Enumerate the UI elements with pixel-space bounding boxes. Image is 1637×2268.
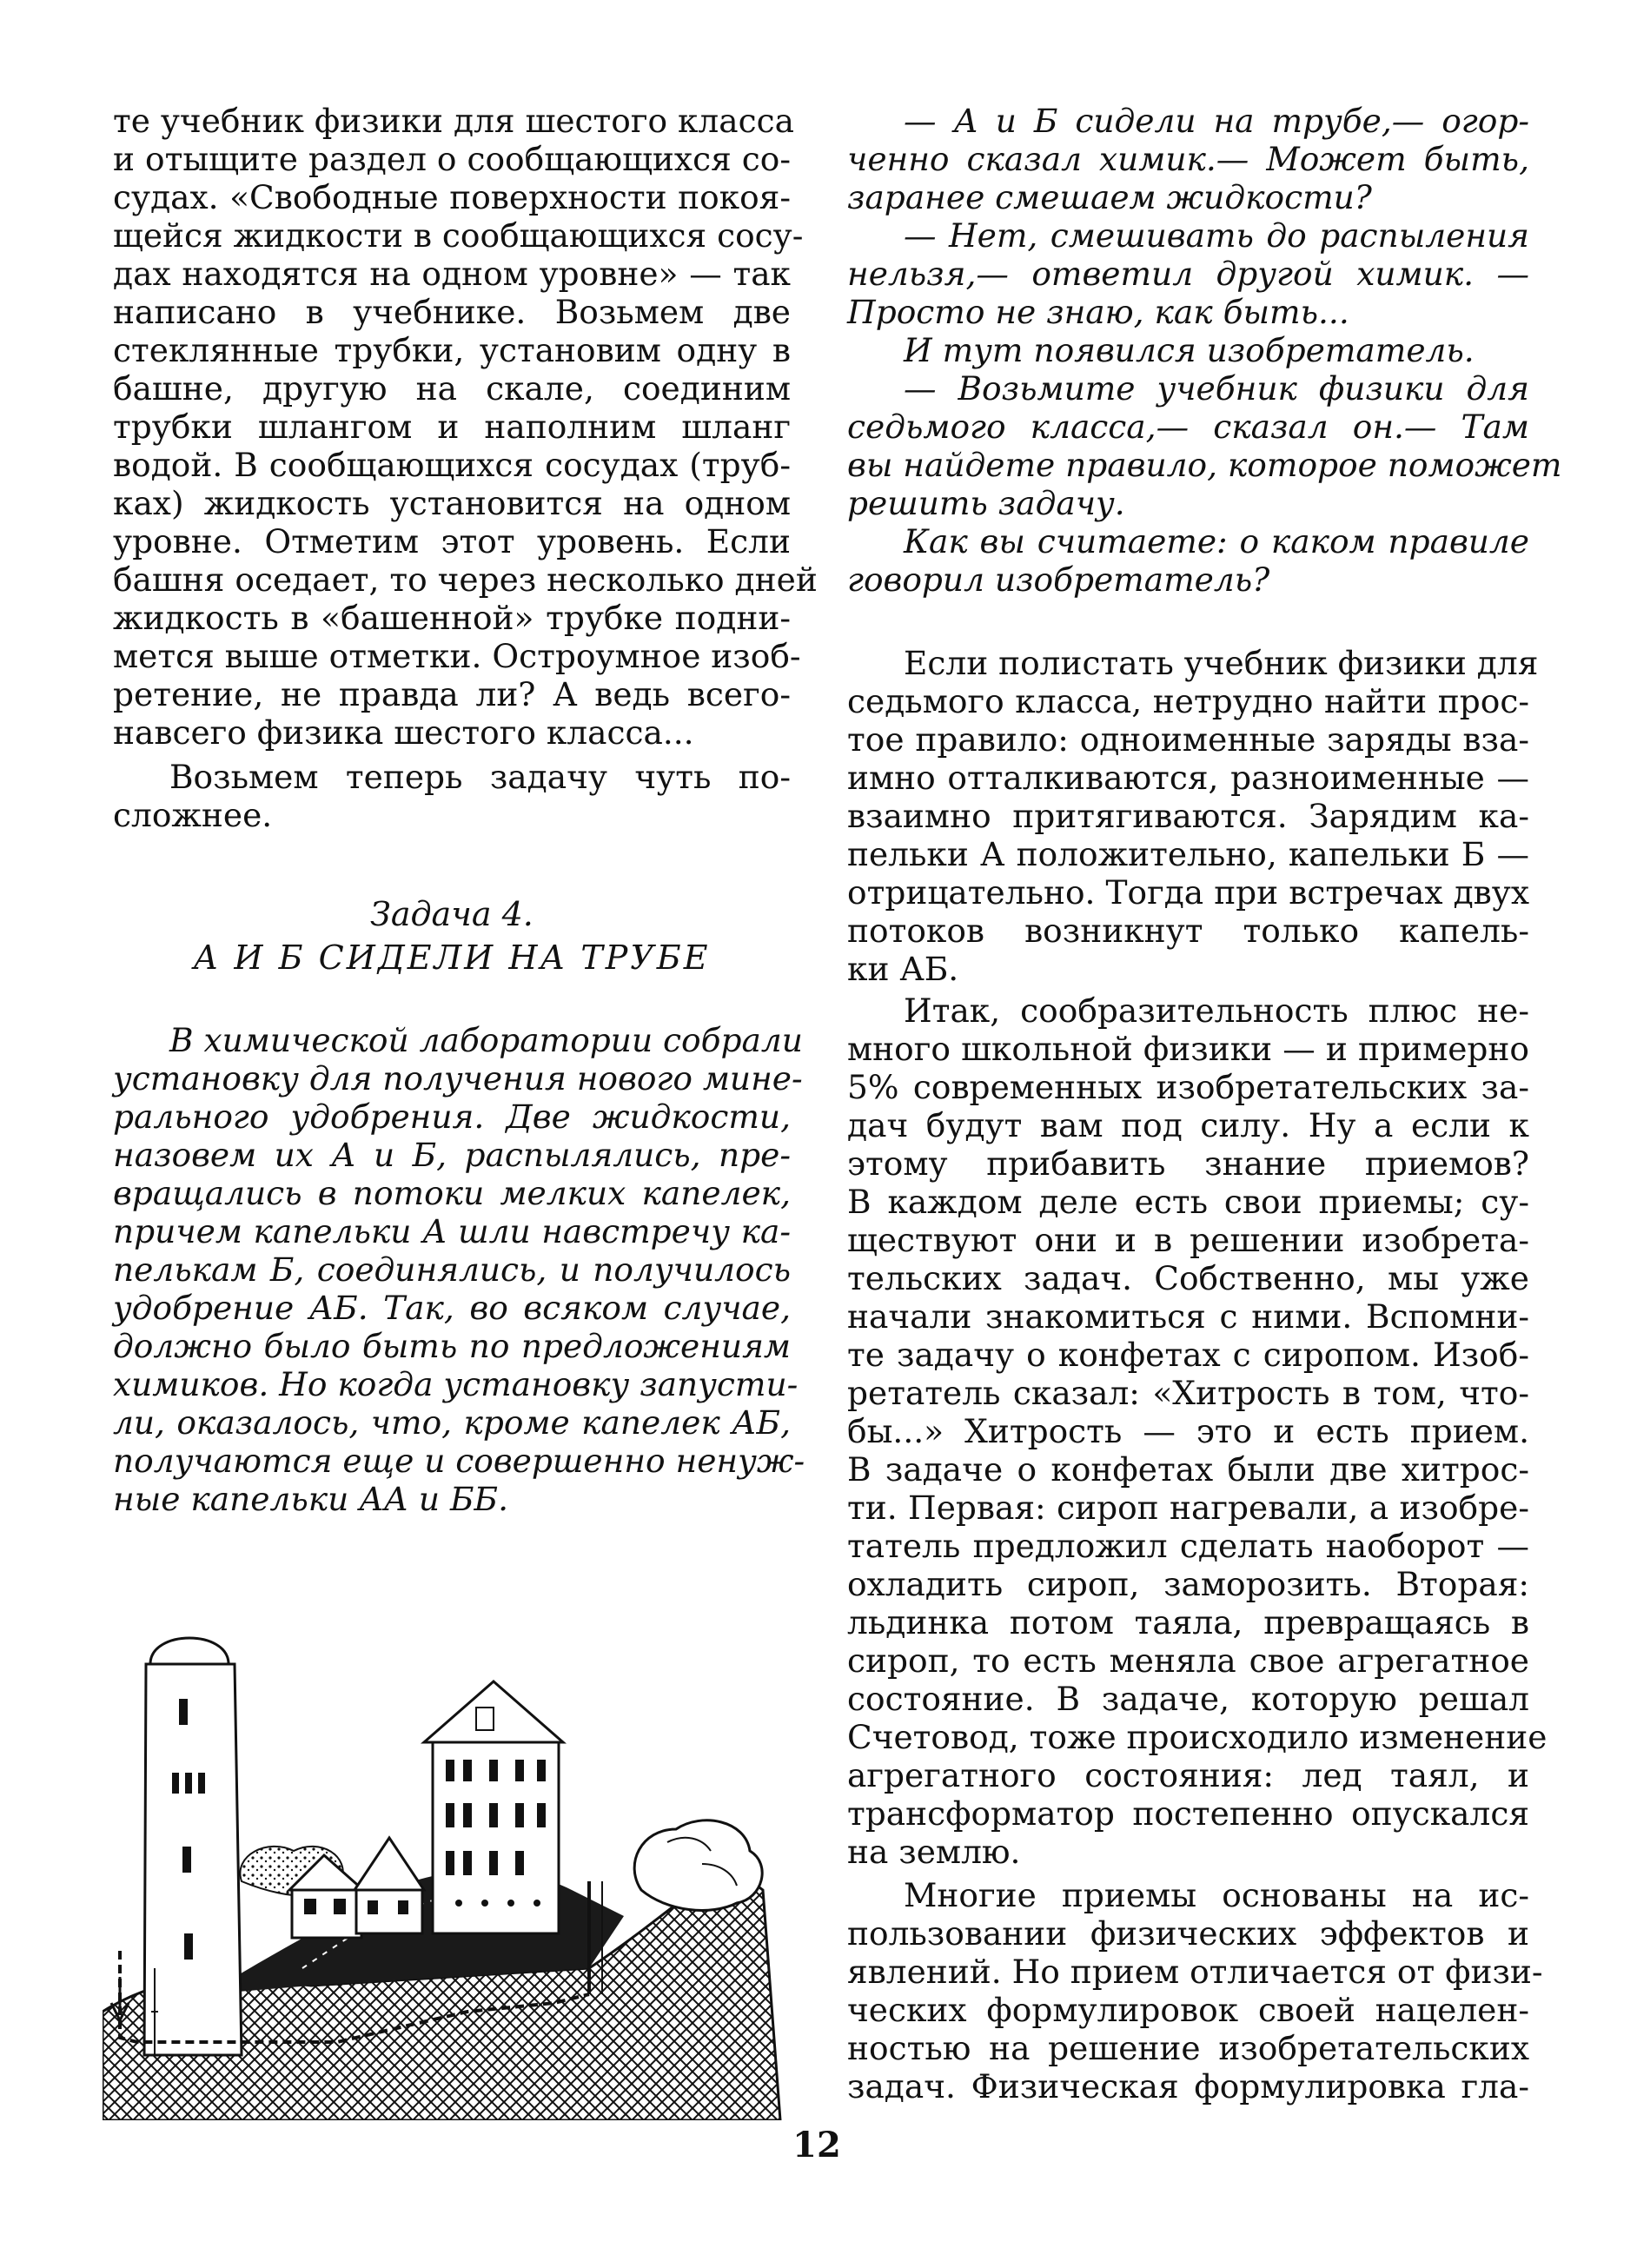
task-text-line: причем капельки А шли навстречу ка-	[113, 1212, 791, 1250]
text-line: сироп, то есть меняла свое агрегатное	[847, 1641, 1529, 1680]
task-heading: Задача 4.	[370, 895, 534, 933]
tower-and-house-illustration	[103, 1603, 789, 2120]
text-line: явлений. Но прием отличается от физи-	[847, 1953, 1543, 1991]
task-text-line: ли, оказалось, что, кроме капелек АБ,	[113, 1403, 791, 1442]
text-line: седьмого класса, нетрудно найти прос-	[847, 682, 1529, 720]
text-line: ки АБ.	[847, 950, 959, 988]
text-line: 5% современных изобретательских за-	[847, 1068, 1529, 1106]
text-line: ческих формулировок своей нацелен-	[847, 1991, 1529, 2029]
text-line: начали знакомиться с ними. Вспомни-	[847, 1297, 1529, 1336]
text-line: написано в учебнике. Возьмем две	[113, 293, 791, 331]
text-line: Счетовод, тоже происходило изменение	[847, 1718, 1548, 1756]
text-line: тельских задач. Собственно, мы уже	[847, 1259, 1529, 1297]
dialogue-line: ченно сказал химик.— Может быть,	[847, 140, 1529, 178]
text-line: охладить сироп, заморозить. Вторая:	[847, 1565, 1529, 1603]
task-text-line: пелькам Б, соединялись, и получилось	[113, 1250, 791, 1289]
text-line: потоков возникнут только капель-	[847, 912, 1529, 950]
task-title: А И Б СИДЕЛИ НА ТРУБЕ	[193, 938, 711, 977]
text-line: сложнее.	[113, 796, 273, 834]
dialogue-line: решить задачу.	[847, 484, 1125, 522]
text-line: трубки шлангом и наполним шланг	[113, 408, 791, 446]
task-text-line: установку для получения нового мине-	[113, 1059, 803, 1098]
text-line: пользовании физических эффектов и	[847, 1914, 1529, 1953]
text-line: мется выше отметки. Остроумное изоб-	[113, 637, 801, 675]
dialogue-line: седьмого класса,— сказал он.— Там	[847, 408, 1529, 446]
dialogue-line: — А и Б сидели на трубе,— огор-	[904, 102, 1529, 140]
task-text-line: химиков. Но когда установку запусти-	[113, 1365, 799, 1403]
text-line: жидкость в «башенной» трубке подни-	[113, 599, 791, 637]
text-line: Если полистать учебник физики для	[904, 644, 1539, 682]
dialogue-line: И тут появился изобретатель.	[904, 331, 1475, 369]
text-line: Многие приемы основаны на ис-	[904, 1876, 1529, 1914]
task-text-line: ные капельки АА и ББ.	[113, 1480, 509, 1518]
text-line: льдинка потом таяла, превращаясь в	[847, 1603, 1529, 1641]
text-line: уровне. Отметим этот уровень. Если	[113, 522, 791, 560]
text-line: пельки А положительно, капельки Б —	[847, 835, 1529, 873]
text-line: имно отталкиваются, разноименные —	[847, 759, 1529, 797]
text-line: бы...» Хитрость — это и есть прием.	[847, 1412, 1529, 1450]
text-line: В задаче о конфетах были две хитрос-	[847, 1450, 1529, 1489]
dialogue-line: заранее смешаем жидкости?	[847, 178, 1372, 216]
text-line: ти. Первая: сироп нагревали, а изобре-	[847, 1489, 1529, 1527]
text-line: взаимно притягиваются. Зарядим ка-	[847, 797, 1529, 835]
task-text-line: вращались в потоки мелких капелек,	[113, 1174, 791, 1212]
task-text-line: удобрение АБ. Так, во всяком случае,	[113, 1289, 791, 1327]
text-line: задач. Физическая формулировка гла-	[847, 2067, 1529, 2106]
dialogue-line: говорил изобретатель?	[847, 560, 1270, 599]
text-line: навсего физика шестого класса...	[113, 713, 694, 752]
small-house-mid	[355, 1838, 424, 1933]
bush-right	[634, 1820, 762, 1911]
text-line: В каждом деле есть свои приемы; су-	[847, 1183, 1529, 1221]
main-house	[424, 1681, 563, 1933]
page-number: 12	[792, 2125, 841, 2165]
dialogue-line: нельзя,— ответил другой химик. —	[847, 255, 1529, 293]
text-line: и отыщите раздел о сообщающихся со-	[113, 140, 791, 178]
text-line: ретатель сказал: «Хитрость в том, что-	[847, 1374, 1529, 1412]
dialogue-line: — Нет, смешивать до распыления	[904, 216, 1529, 255]
task-text-line: получаются еще и совершенно ненуж-	[113, 1442, 805, 1480]
text-line: тое правило: одноименные заряды вза-	[847, 720, 1529, 759]
text-line: татель предложил сделать наоборот —	[847, 1527, 1529, 1565]
dialogue-line: Просто не знаю, как быть...	[847, 293, 1349, 331]
text-line: ретение, не правда ли? А ведь всего-	[113, 675, 791, 713]
text-line: стеклянные трубки, установим одну в	[113, 331, 791, 369]
text-line: ществуют они и в решении изобрета-	[847, 1221, 1529, 1259]
text-line: трансформатор постепенно опускался	[847, 1794, 1529, 1833]
text-line: отрицательно. Тогда при встречах двух	[847, 873, 1529, 912]
text-line: ках) жидкость установится на одном	[113, 484, 791, 522]
task-text-line: назовем их А и Б, распылялись, пре-	[113, 1136, 791, 1174]
text-line: башне, другую на скале, соединим	[113, 369, 791, 408]
tower	[144, 1638, 242, 2055]
text-line: водой. В сообщающихся сосудах (труб-	[113, 446, 791, 484]
text-line: агрегатного состояния: лед таял, и	[847, 1756, 1529, 1794]
task-text-line: В химической лаборатории собрали	[169, 1021, 803, 1059]
text-line: те учебник физики для шестого класса	[113, 102, 794, 140]
text-line: судах. «Свободные поверхности покоя-	[113, 178, 791, 216]
dialogue-line: вы найдете правило, которое поможет	[847, 446, 1562, 484]
text-line: щейся жидкости в сообщающихся сосу-	[113, 216, 804, 255]
dialogue-line: Как вы считаете: о каком правиле	[904, 522, 1529, 560]
task-text-line: рального удобрения. Две жидкости,	[113, 1098, 791, 1136]
text-line: Итак, сообразительность плюс не-	[904, 991, 1529, 1030]
text-line: Возьмем теперь задачу чуть по-	[169, 758, 791, 796]
text-line: те задачу о конфетах с сиропом. Изоб-	[847, 1336, 1529, 1374]
task-text-line: должно было быть по предложениям	[113, 1327, 791, 1365]
dialogue-line: — Возьмите учебник физики для	[904, 369, 1529, 408]
text-line: дач будут вам под силу. Ну а если к	[847, 1106, 1529, 1144]
text-line: на землю.	[847, 1833, 1021, 1871]
text-line: этому прибавить знание приемов?	[847, 1144, 1529, 1183]
text-line: состояние. В задаче, которую решал	[847, 1680, 1529, 1718]
text-line: башня оседает, то через несколько дней	[113, 560, 818, 599]
text-line: дах находятся на одном уровне» — так	[113, 255, 791, 293]
text-line: ностью на решение изобретательских	[847, 2029, 1529, 2067]
text-line: много школьной физики — и примерно	[847, 1030, 1529, 1068]
